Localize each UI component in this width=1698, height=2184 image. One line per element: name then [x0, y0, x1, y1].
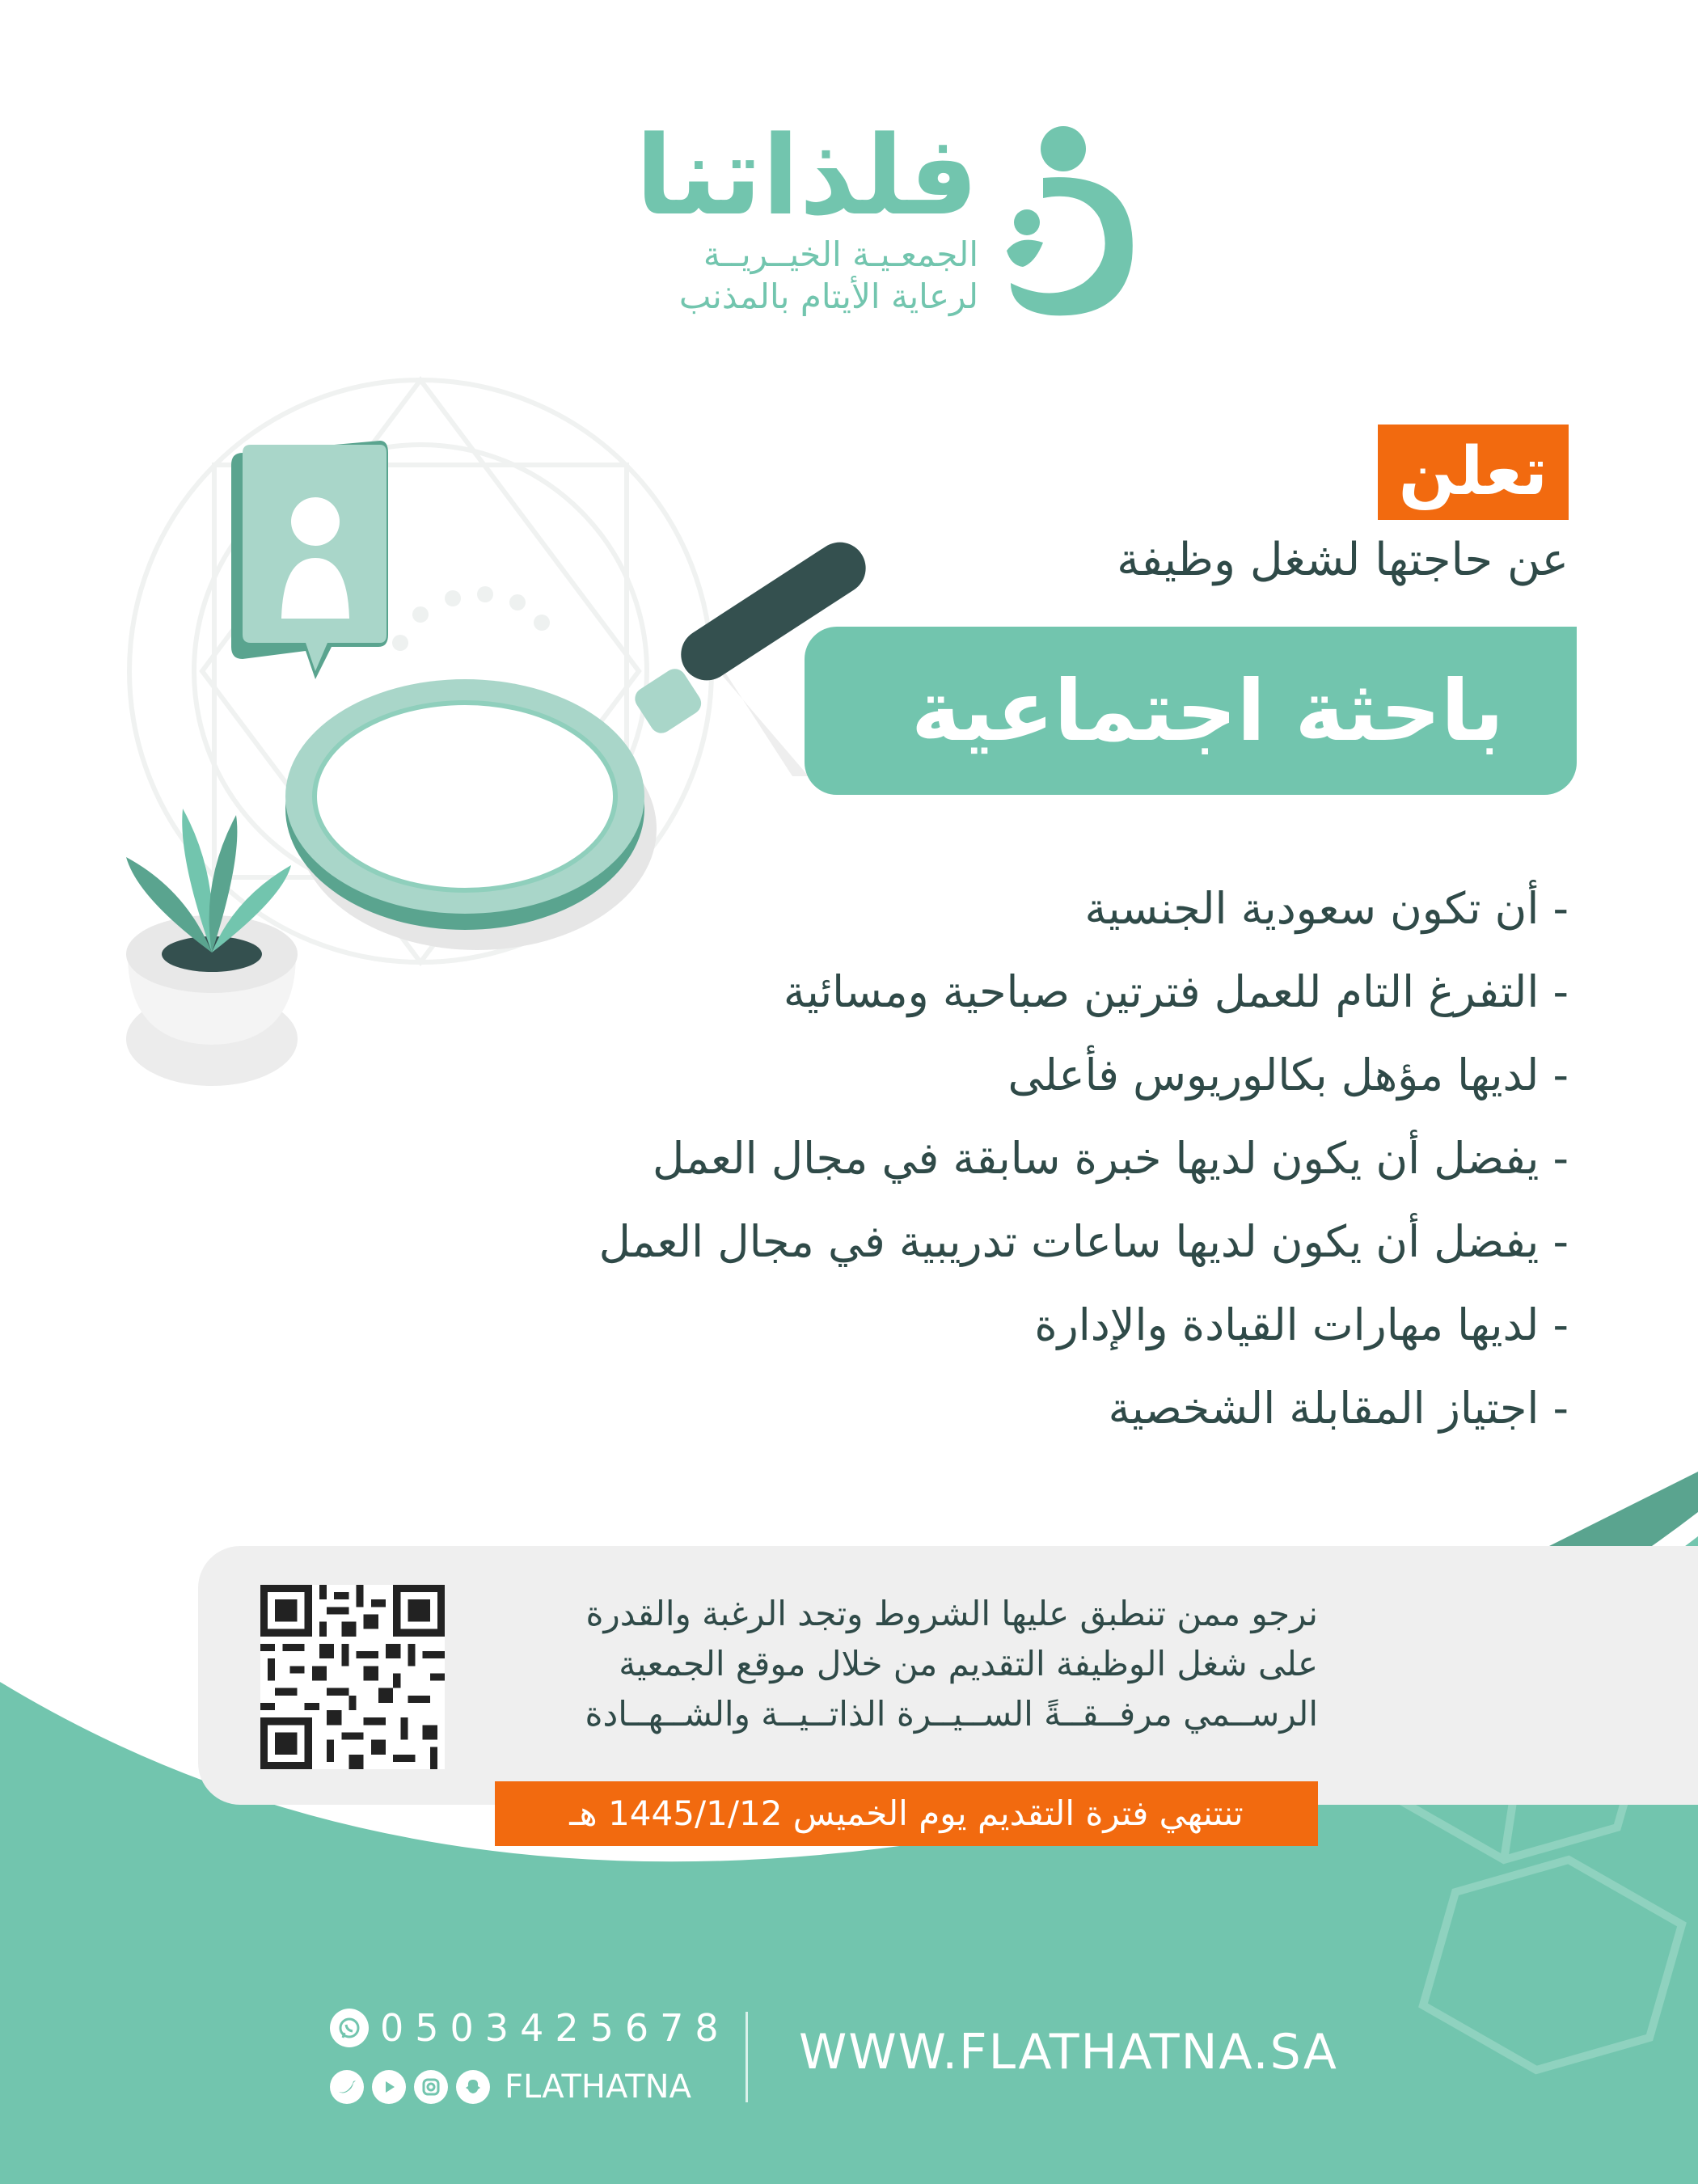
logo-subtitle-line1: الجمعـيـة الخيــريــة: [703, 234, 978, 274]
instructions-line-1: نرجو ممن تنطبق عليها الشروط وتجد الرغبة والقدرة: [585, 1594, 1318, 1633]
requirement-item: - اجتياز المقابلة الشخصية: [275, 1367, 1569, 1450]
job-title-banner: [805, 627, 1577, 795]
social-handle: FLATHATNA: [505, 2068, 691, 2106]
qr-code[interactable]: [260, 1585, 445, 1769]
logo-mark-icon: [986, 121, 1156, 323]
user-bubble-illustration: [231, 441, 388, 679]
twitter-icon[interactable]: [330, 2070, 364, 2104]
logo: [598, 112, 1164, 323]
youtube-icon[interactable]: [372, 2070, 406, 2104]
requirements-list: [275, 867, 1569, 1450]
requirement-item: - لديها مؤهل بكالوريوس فأعلى: [275, 1033, 1569, 1117]
requirement-item: - يفضل أن يكون لديها ساعات تدريبية في مجال العمل: [275, 1200, 1569, 1283]
whatsapp-icon: [330, 2009, 369, 2047]
logo-subtitle-line2: لرعاية الأيتام بالمذنب: [678, 277, 978, 316]
footer-divider: [746, 2012, 748, 2102]
phone-number: 0503425678: [380, 2006, 730, 2050]
requirement-item: - أن تكون سعودية الجنسية: [275, 867, 1569, 950]
requirement-item: - لديها مهارات القيادة والإدارة: [275, 1283, 1569, 1367]
requirement-item: - يفضل أن يكون لديها خبرة سابقة في مجال العمل: [275, 1117, 1569, 1200]
job-title: باحثة اجتماعية: [910, 661, 1504, 760]
logo-name: فلذاتنا: [635, 112, 978, 239]
announcement-tag: تعلن: [1378, 425, 1569, 520]
website-link[interactable]: WWW.FLATHATNA.SA: [799, 2024, 1338, 2081]
footer-phone[interactable]: [330, 2004, 730, 2052]
watermark-dots: [392, 586, 550, 651]
footer-social: [330, 2067, 691, 2107]
application-instructions: [445, 1589, 1318, 1739]
requirement-item: - التفرغ التام للعمل فترتين صباحية ومسائية: [275, 950, 1569, 1033]
instructions-line-2: على شغل الوظيفة التقديم من خلال موقع الجمعية: [619, 1644, 1318, 1683]
announcement-subtitle: عن حاجتها لشغل وظيفة: [1117, 534, 1569, 586]
instagram-icon[interactable]: [414, 2070, 448, 2104]
snapchat-icon[interactable]: [456, 2070, 490, 2104]
instructions-line-3: الرســمي مرفــقــةً الســيــرة الذاتــيــة والشــهــادة: [585, 1694, 1318, 1734]
deadline-banner: تنتنهي فترة التقديم يوم الخميس 1445/1/12 هـ: [495, 1781, 1318, 1846]
